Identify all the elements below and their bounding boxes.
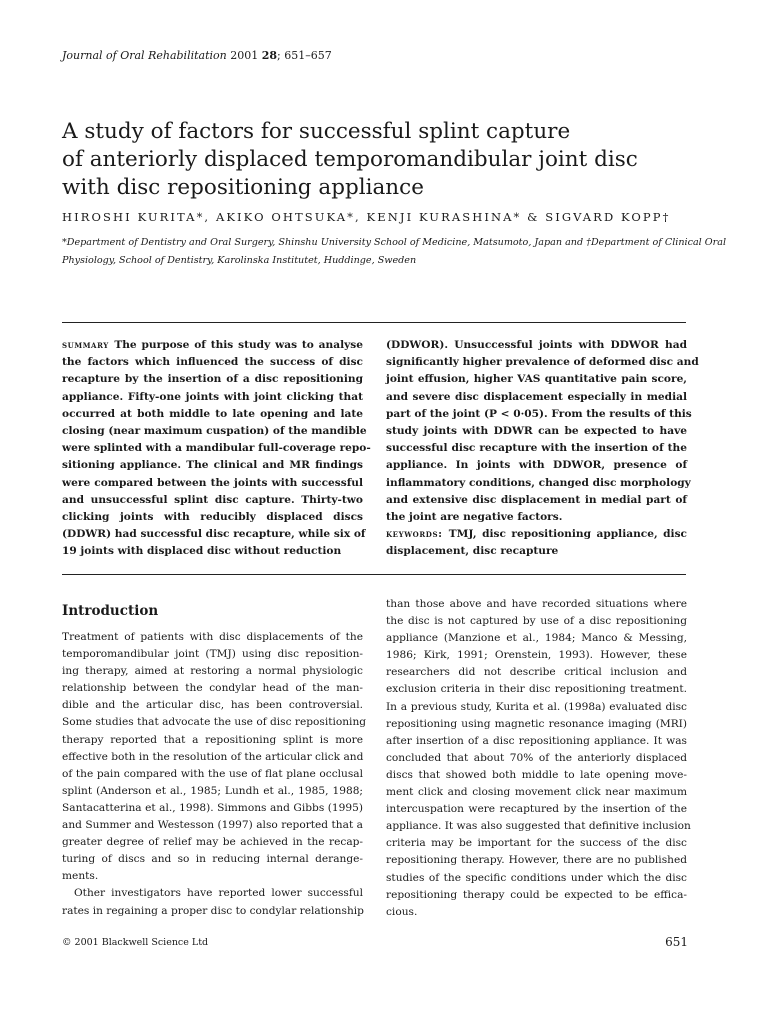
- title-line: with disc repositioning appliance: [62, 175, 424, 200]
- text-line: clicking joints with reducibly displaced discs: [62, 510, 363, 523]
- title-line: of anteriorly displaced temporomandibular joint disc: [62, 147, 638, 172]
- keywords-label: keywords:: [386, 528, 449, 541]
- introduction-right-column: [386, 596, 691, 921]
- keywords-text: displacement, disc recapture: [386, 545, 559, 558]
- text-line: recapture by the insertion of a disc repositioning: [62, 373, 363, 386]
- text-line: appliance. In joints with DDWOR, presence of: [386, 459, 687, 472]
- text-line: of the pain compared with the use of flat plane occlusal: [62, 767, 363, 780]
- text-line: and unsuccessful splint disc capture. Thirty-two: [62, 493, 363, 506]
- text-line: part of the joint (P < 0·05). From the results of this: [386, 407, 692, 420]
- text-line: cious.: [386, 905, 418, 918]
- text-line: Some studies that advocate the use of disc repositioning: [62, 716, 367, 729]
- text-line: greater degree of relief may be achieved in the recap-: [62, 836, 363, 849]
- text-line: Other investigators have reported lower successful: [74, 887, 363, 900]
- text-line: intercuspation were recaptured by the insertion of the: [386, 803, 687, 816]
- keywords-text: TMJ, disc repositioning appliance, disc: [448, 528, 687, 541]
- text-line: appliance (Manzione et al., 1984; Manco & Messing,: [386, 632, 687, 645]
- abstract-bottom-rule: [62, 574, 686, 575]
- text-line: inflammatory conditions, changed disc morphology: [386, 476, 691, 489]
- introduction-heading: Introduction: [62, 603, 159, 619]
- article-title: [62, 118, 712, 202]
- affiliation-line: *Department of Dentistry and Oral Surgery, Shinshu University School of Medicine, Matsumoto, Japan and †Department of Clinical Oral: [62, 237, 727, 248]
- text-line: appliance. Fifty-one joints with joint clicking that: [62, 390, 363, 403]
- title-line: A study of factors for successful splint capture: [62, 119, 571, 144]
- abstract-top-rule: [62, 322, 686, 323]
- text-line: sitioning appliance. The clinical and MR findings: [62, 459, 363, 472]
- text-line: Treatment of patients with disc displacements of the: [62, 631, 363, 643]
- text-line: therapy reported that a repositioning splint is more: [62, 733, 363, 746]
- text-line: and severe disc displacement especially in medial: [386, 390, 687, 403]
- journal-volume: 28: [261, 49, 278, 62]
- text-line: successful disc recapture with the insertion of the: [386, 442, 687, 455]
- text-line: discs that showed both middle to late opening move-: [386, 768, 687, 781]
- text-line: repositioning therapy could be expected to be effica-: [386, 888, 687, 901]
- journal-name: Journal of Oral Rehabilitation: [62, 49, 227, 62]
- text-line: than those above and have recorded situations where: [386, 598, 687, 610]
- text-line: repositioning using magnetic resonance imaging (MRI): [386, 717, 687, 730]
- text-line-content: The purpose of this study was to analyse: [114, 339, 363, 351]
- text-line: occurred at both middle to late opening and late: [62, 407, 363, 420]
- text-line: 1986; Kirk, 1991; Orenstein, 1993). However, these: [386, 649, 687, 662]
- text-line: (DDWOR). Unsuccessful joints with DDWOR had: [386, 339, 687, 351]
- abstract-left-column: [62, 337, 371, 560]
- text-line: repositioning therapy. However, there are no published: [386, 854, 687, 867]
- text-line: the disc is not captured by use of a disc repositioning: [386, 615, 687, 628]
- text-line: ments.: [62, 870, 99, 883]
- text-line: study joints with DDWR can be expected to have: [386, 424, 687, 437]
- text-line: 19 joints with displaced disc without reduction: [62, 545, 342, 558]
- journal-year: 2001: [230, 49, 259, 62]
- copyright-notice: © 2001 Blackwell Science Ltd: [62, 937, 209, 948]
- text-line: significantly higher prevalence of deformed disc and: [386, 356, 699, 369]
- text-line: exclusion criteria in their disc repositioning treatment.: [386, 683, 687, 696]
- text-line: were splinted with a mandibular full-coverage repo-: [62, 442, 371, 455]
- text-line: dible and the articular disc, has been controversial.: [62, 699, 363, 712]
- text-line: the joint are negative factors.: [386, 510, 563, 523]
- keywords-line: [386, 543, 687, 560]
- text-line: and extensive disc displacement in medial part of: [386, 493, 687, 506]
- text-line: ment click and closing movement click near maximum: [386, 786, 687, 799]
- text-line: concluded that about 70% of the anteriorly displaced: [386, 751, 687, 764]
- text-line: (DDWR) had successful disc recapture, while six of: [62, 528, 366, 541]
- journal-citation: Journal of Oral Rehabilitation 2001 28; 651–657: [62, 49, 332, 62]
- text-line: Santacatterina et al., 1998). Simmons and Gibbs (1995): [62, 801, 363, 814]
- summary-label: summary: [62, 339, 115, 351]
- text-line: the factors which influenced the success of disc: [62, 356, 363, 369]
- text-line: and Summer and Westesson (1997) also reported that a: [62, 819, 363, 832]
- text-line: after insertion of a disc repositioning appliance. It was: [386, 734, 687, 747]
- journal-pages: 651–657: [284, 49, 332, 62]
- text-line: appliance. It was also suggested that definitive inclusion: [386, 820, 691, 833]
- text-line: splint (Anderson et al., 1985; Lundh et al., 1985, 1988;: [62, 784, 363, 797]
- author-list: HIROSHI KURITA*, AKIKO OHTSUKA*, KENJI KURASHINA* & SIGVARD KOPP†: [62, 210, 671, 224]
- affiliation-line: Physiology, School of Dentistry, Karolinska Institutet, Huddinge, Sweden: [62, 255, 417, 266]
- introduction-left-column: [62, 629, 367, 920]
- text-line: rates in regaining a proper disc to condylar relationship: [62, 904, 364, 917]
- text-line: turing of discs and so in reducing internal derange-: [62, 853, 363, 866]
- text-line: closing (near maximum cuspation) of the mandible: [62, 424, 367, 437]
- text-line: ing therapy, aimed at restoring a normal physiologic: [62, 665, 363, 678]
- abstract-right-column: [386, 337, 699, 560]
- text-line: relationship between the condylar head of the man-: [62, 682, 363, 695]
- text-line: studies of the specific conditions under which the disc: [386, 871, 687, 884]
- text-line: researchers did not describe critical inclusion and: [386, 666, 687, 679]
- text-line: criteria may be important for the success of the disc: [386, 837, 687, 850]
- text-line: In a previous study, Kurita et al. (1998a) evaluated disc: [386, 700, 687, 713]
- text-line: [62, 337, 363, 354]
- keywords-line: [386, 526, 687, 543]
- text-line: were compared between the joints with successful: [62, 476, 363, 489]
- text-line: temporomandibular joint (TMJ) using disc reposition-: [62, 648, 363, 661]
- text-line: effective both in the resolution of the articular click and: [62, 750, 364, 763]
- text-line: joint effusion, higher VAS quantitative pain score,: [386, 373, 687, 386]
- page-number: 651: [665, 935, 688, 949]
- affiliations: [62, 234, 727, 270]
